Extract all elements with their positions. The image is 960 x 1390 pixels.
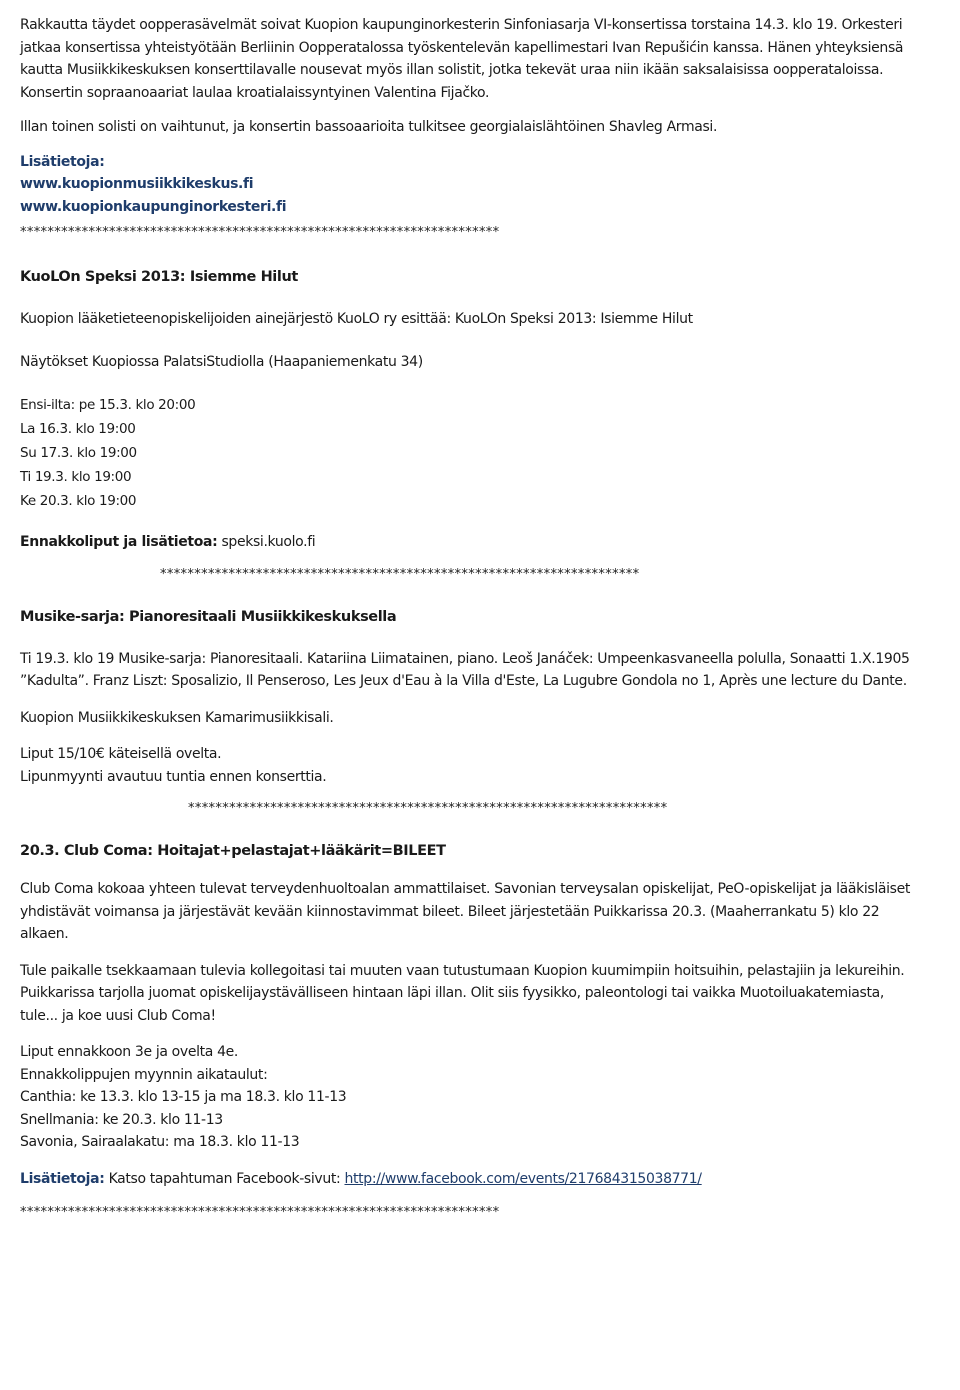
musike-title: Musike-sarja: Pianoresitaali Musiikkikeskuksella <box>20 608 397 625</box>
musike-prices: Liput 15/10€ käteisellä ovelta. <box>20 746 222 762</box>
speksi-site: speksi.kuolo.fi <box>221 534 316 550</box>
clubcoma-paragraph-1: Club Coma kokoaa yhteen tulevat terveydenhuoltoalan ammattilaiset. Savonian terveysalan opiskelijat, PeO-opiskelijat ja lääkisläiset yhdistävät voimansa ja järjestävät kevään kiinnostavimmat bileet. Bileet järjestetään Puikkarissa 20.3. (Maaherrankatu 5) klo 22 alkaen. <box>20 881 911 942</box>
schedule-line: Canthia: ke 13.3. klo 13-15 ja ma 18.3. klo 11-13 <box>20 1089 347 1105</box>
speksi-intro: Kuopion lääketieteenopiskelijoiden ainejärjestö KuoLO ry esittää: KuoLOn Speksi 2013: Isiemme Hilut <box>20 311 693 327</box>
separator: ********************************************************************** <box>20 1205 500 1220</box>
clubcoma-info <box>20 1168 920 1191</box>
info-label: Lisätietoja: <box>20 153 105 170</box>
clubcoma-paragraph-2: Tule paikalle tsekkaamaan tulevia kollegoitasi tai muuten vaan tutustumaan Kuopion kuumimpiin hoitsuihin, pelastajiin ja lekureihin. Puikkarissa tarjolla juomat opiskelijaystävälliseen hintaan läpi illan. Olit siis fyysikko, paleontologi tai vaikka Muotoiluakatemiasta, tule... ja koe uusi Club Coma! <box>20 962 905 1024</box>
separator: ********************************************************************** <box>20 225 500 240</box>
showtime: Ti 19.3. klo 19:00 <box>20 469 132 485</box>
schedule-line: Liput ennakkoon 3e ja ovelta 4e. <box>20 1044 239 1060</box>
kaupunginorkesteri-link[interactable]: www.kuopionkaupunginorkesteri.fi <box>20 198 287 215</box>
speksi-title: KuoLOn Speksi 2013: Isiemme Hilut <box>20 269 298 285</box>
soloist-note: Illan toinen solisti on vaihtunut, ja konsertin bassoaarioita tulkitsee georgialaislähtöinen Shavleg Armasi. <box>20 119 718 135</box>
schedule-line: Snellmania: ke 20.3. klo 11-13 <box>20 1111 223 1128</box>
musike-sales: Lipunmyynti avautuu tuntia ennen konserttia. <box>20 768 327 785</box>
musike-venue: Kuopion Musiikkikeskuksen Kamarimusiikkisali. <box>20 709 334 726</box>
concert-intro-paragraph: Rakkautta täydet oopperasävelmät soivat Kuopion kaupunginorkesterin Sinfoniasarja VI-konsertissa torstaina 14.3. klo 19. Orkesteri jatkaa konsertissa yhteistyötään Berliinin Oopperatalossa työskentelevän kapellimestari Ivan Repušićin kanssa. Hänen yhteyksiensä kautta Musiikkikeskuksen konserttilavalle nousevat myös illan solistit, jotka tekevät uraa niin ikään saksalaisissa oopperataloissa. Konsertin sopraanoaariat laulaa kroatialaissyntyinen Valentina Fijačko. <box>20 17 904 101</box>
separator: ********************************************************************** <box>160 566 640 582</box>
showtime: Ensi-ilta: pe 15.3. klo 20:00 <box>20 397 196 413</box>
tickets-label: Ennakkoliput ja lisätietoa: <box>20 534 218 550</box>
concert-info-block <box>20 151 920 219</box>
showtime: Su 17.3. klo 19:00 <box>20 445 137 461</box>
info-label: Lisätietoja: <box>20 1170 105 1187</box>
speksi-tickets <box>20 531 920 554</box>
schedule-line: Ennakkolippujen myynnin aikataulut: <box>20 1066 268 1083</box>
schedule-line: Savonia, Sairaalakatu: ma 18.3. klo 11-13 <box>20 1134 300 1150</box>
clubcoma-ticket-schedule <box>20 1041 920 1154</box>
speksi-venue: Näytökset Kuopiossa PalatsiStudiolla (Haapaniemenkatu 34) <box>20 353 423 370</box>
info-text: Katso tapahtuman Facebook-sivut: <box>108 1170 341 1187</box>
musike-ticket-info <box>20 743 920 788</box>
facebook-event-link[interactable]: http://www.facebook.com/events/217684315038771/ <box>344 1170 702 1187</box>
musike-description: Ti 19.3. klo 19 Musike-sarja: Pianoresitaali. Katariina Liimatainen, piano. Leoš Janáček: Umpeenkasvaneella polulla, Sonaatti 1.X.1905 ”Kadulta”. Franz Liszt: Sposalizio, Il Penseroso, Les Jeux d'Eau à la Villa d'Este, La Lugubre Gondola no 1, Après une lecture du Dante. <box>20 650 910 689</box>
musiikkikeskus-link[interactable]: www.kuopionmusiikkikeskus.fi <box>20 176 254 192</box>
clubcoma-title: 20.3. Club Coma: Hoitajat+pelastajat+lääkärit=BILEET <box>20 843 446 859</box>
separator: ********************************************************************** <box>188 801 668 816</box>
showtime: Ke 20.3. klo 19:00 <box>20 493 137 509</box>
speksi-showtimes <box>20 393 920 513</box>
showtime: La 16.3. klo 19:00 <box>20 421 136 437</box>
